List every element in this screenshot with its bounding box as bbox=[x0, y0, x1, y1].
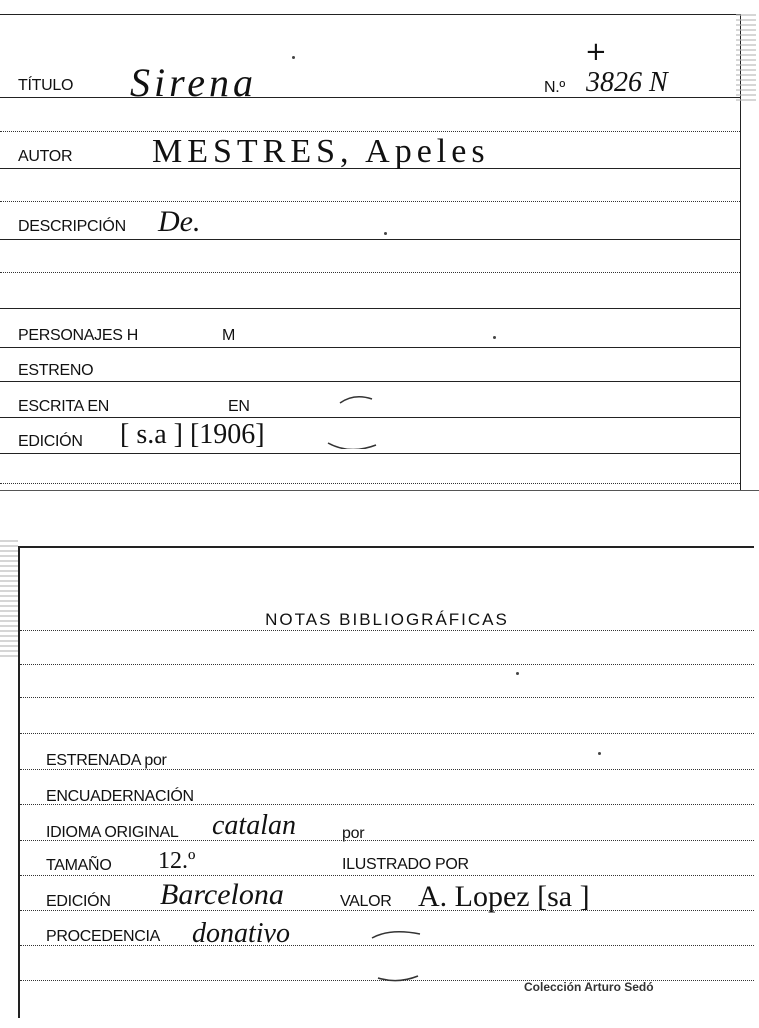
ink-speck bbox=[516, 672, 519, 675]
rule bbox=[0, 483, 740, 484]
estreno-label: ESTRENO bbox=[18, 362, 94, 379]
edicion-back-label: EDICIÓN bbox=[46, 893, 111, 910]
autor-value: MESTRES, Apeles bbox=[152, 133, 490, 170]
descripcion-label: DESCRIPCIÓN bbox=[18, 218, 126, 235]
idioma-original-label: IDIOMA ORIGINAL bbox=[46, 824, 179, 841]
edicion-back-value: Barcelona bbox=[160, 878, 284, 911]
procedencia-label: PROCEDENCIA bbox=[46, 928, 161, 945]
ink-speck bbox=[292, 56, 295, 59]
rule bbox=[0, 453, 740, 454]
rule bbox=[20, 630, 754, 631]
titulo-value: Sirena bbox=[130, 60, 257, 105]
en-label: EN bbox=[228, 398, 250, 415]
tamano-label: TAMAÑO bbox=[46, 857, 112, 874]
rule bbox=[0, 272, 740, 273]
personajes-m-label: M bbox=[222, 327, 236, 344]
autor-label: AUTOR bbox=[18, 148, 73, 165]
ink-speck bbox=[598, 752, 601, 755]
numero-label: N.º bbox=[544, 79, 565, 96]
catalog-card-back bbox=[18, 546, 754, 1018]
rule bbox=[20, 697, 754, 698]
encuadernacion-label: ENCUADERNACIÓN bbox=[46, 788, 194, 805]
escrita-en-label: ESCRITA EN bbox=[18, 398, 109, 415]
rule bbox=[0, 131, 740, 132]
card-separator bbox=[0, 490, 759, 491]
collection-footer: Colección Arturo Sedó bbox=[524, 980, 654, 994]
idioma-original-value: catalan bbox=[212, 810, 296, 841]
rule bbox=[20, 733, 754, 734]
valor-value: A. Lopez [sa ] bbox=[418, 880, 590, 913]
stamp-mark bbox=[350, 924, 440, 984]
rule bbox=[20, 664, 754, 665]
edicion-label: EDICIÓN bbox=[18, 433, 83, 450]
descripcion-value: De. bbox=[158, 205, 201, 238]
notas-heading: NOTAS BIBLIOGRÁFICAS bbox=[265, 610, 509, 629]
catalog-card-front bbox=[0, 14, 741, 491]
por-label: por bbox=[342, 825, 365, 842]
stamp-mark bbox=[320, 385, 390, 449]
ink-speck bbox=[493, 336, 496, 339]
procedencia-value: donativo bbox=[192, 918, 290, 949]
rule bbox=[0, 308, 740, 309]
rule bbox=[0, 201, 740, 202]
ilustrado-por-label: ILUSTRADO POR bbox=[342, 856, 469, 873]
torn-edge bbox=[736, 14, 756, 104]
numero-value: 3826 N bbox=[586, 67, 668, 98]
estrenada-por-label: ESTRENADA por bbox=[46, 752, 167, 769]
edicion-value: [ s.a ] [1906] bbox=[120, 419, 265, 450]
rule bbox=[0, 347, 740, 348]
tamano-value: 12.º bbox=[158, 848, 196, 874]
valor-label: VALOR bbox=[340, 893, 392, 910]
rule bbox=[0, 239, 740, 240]
torn-edge bbox=[0, 540, 18, 660]
cross-mark: + bbox=[585, 37, 607, 67]
titulo-label: TÍTULO bbox=[18, 77, 74, 94]
rule bbox=[0, 381, 740, 382]
personajes-h-label: PERSONAJES H bbox=[18, 327, 138, 344]
rule bbox=[20, 875, 754, 876]
ink-speck bbox=[384, 232, 387, 235]
